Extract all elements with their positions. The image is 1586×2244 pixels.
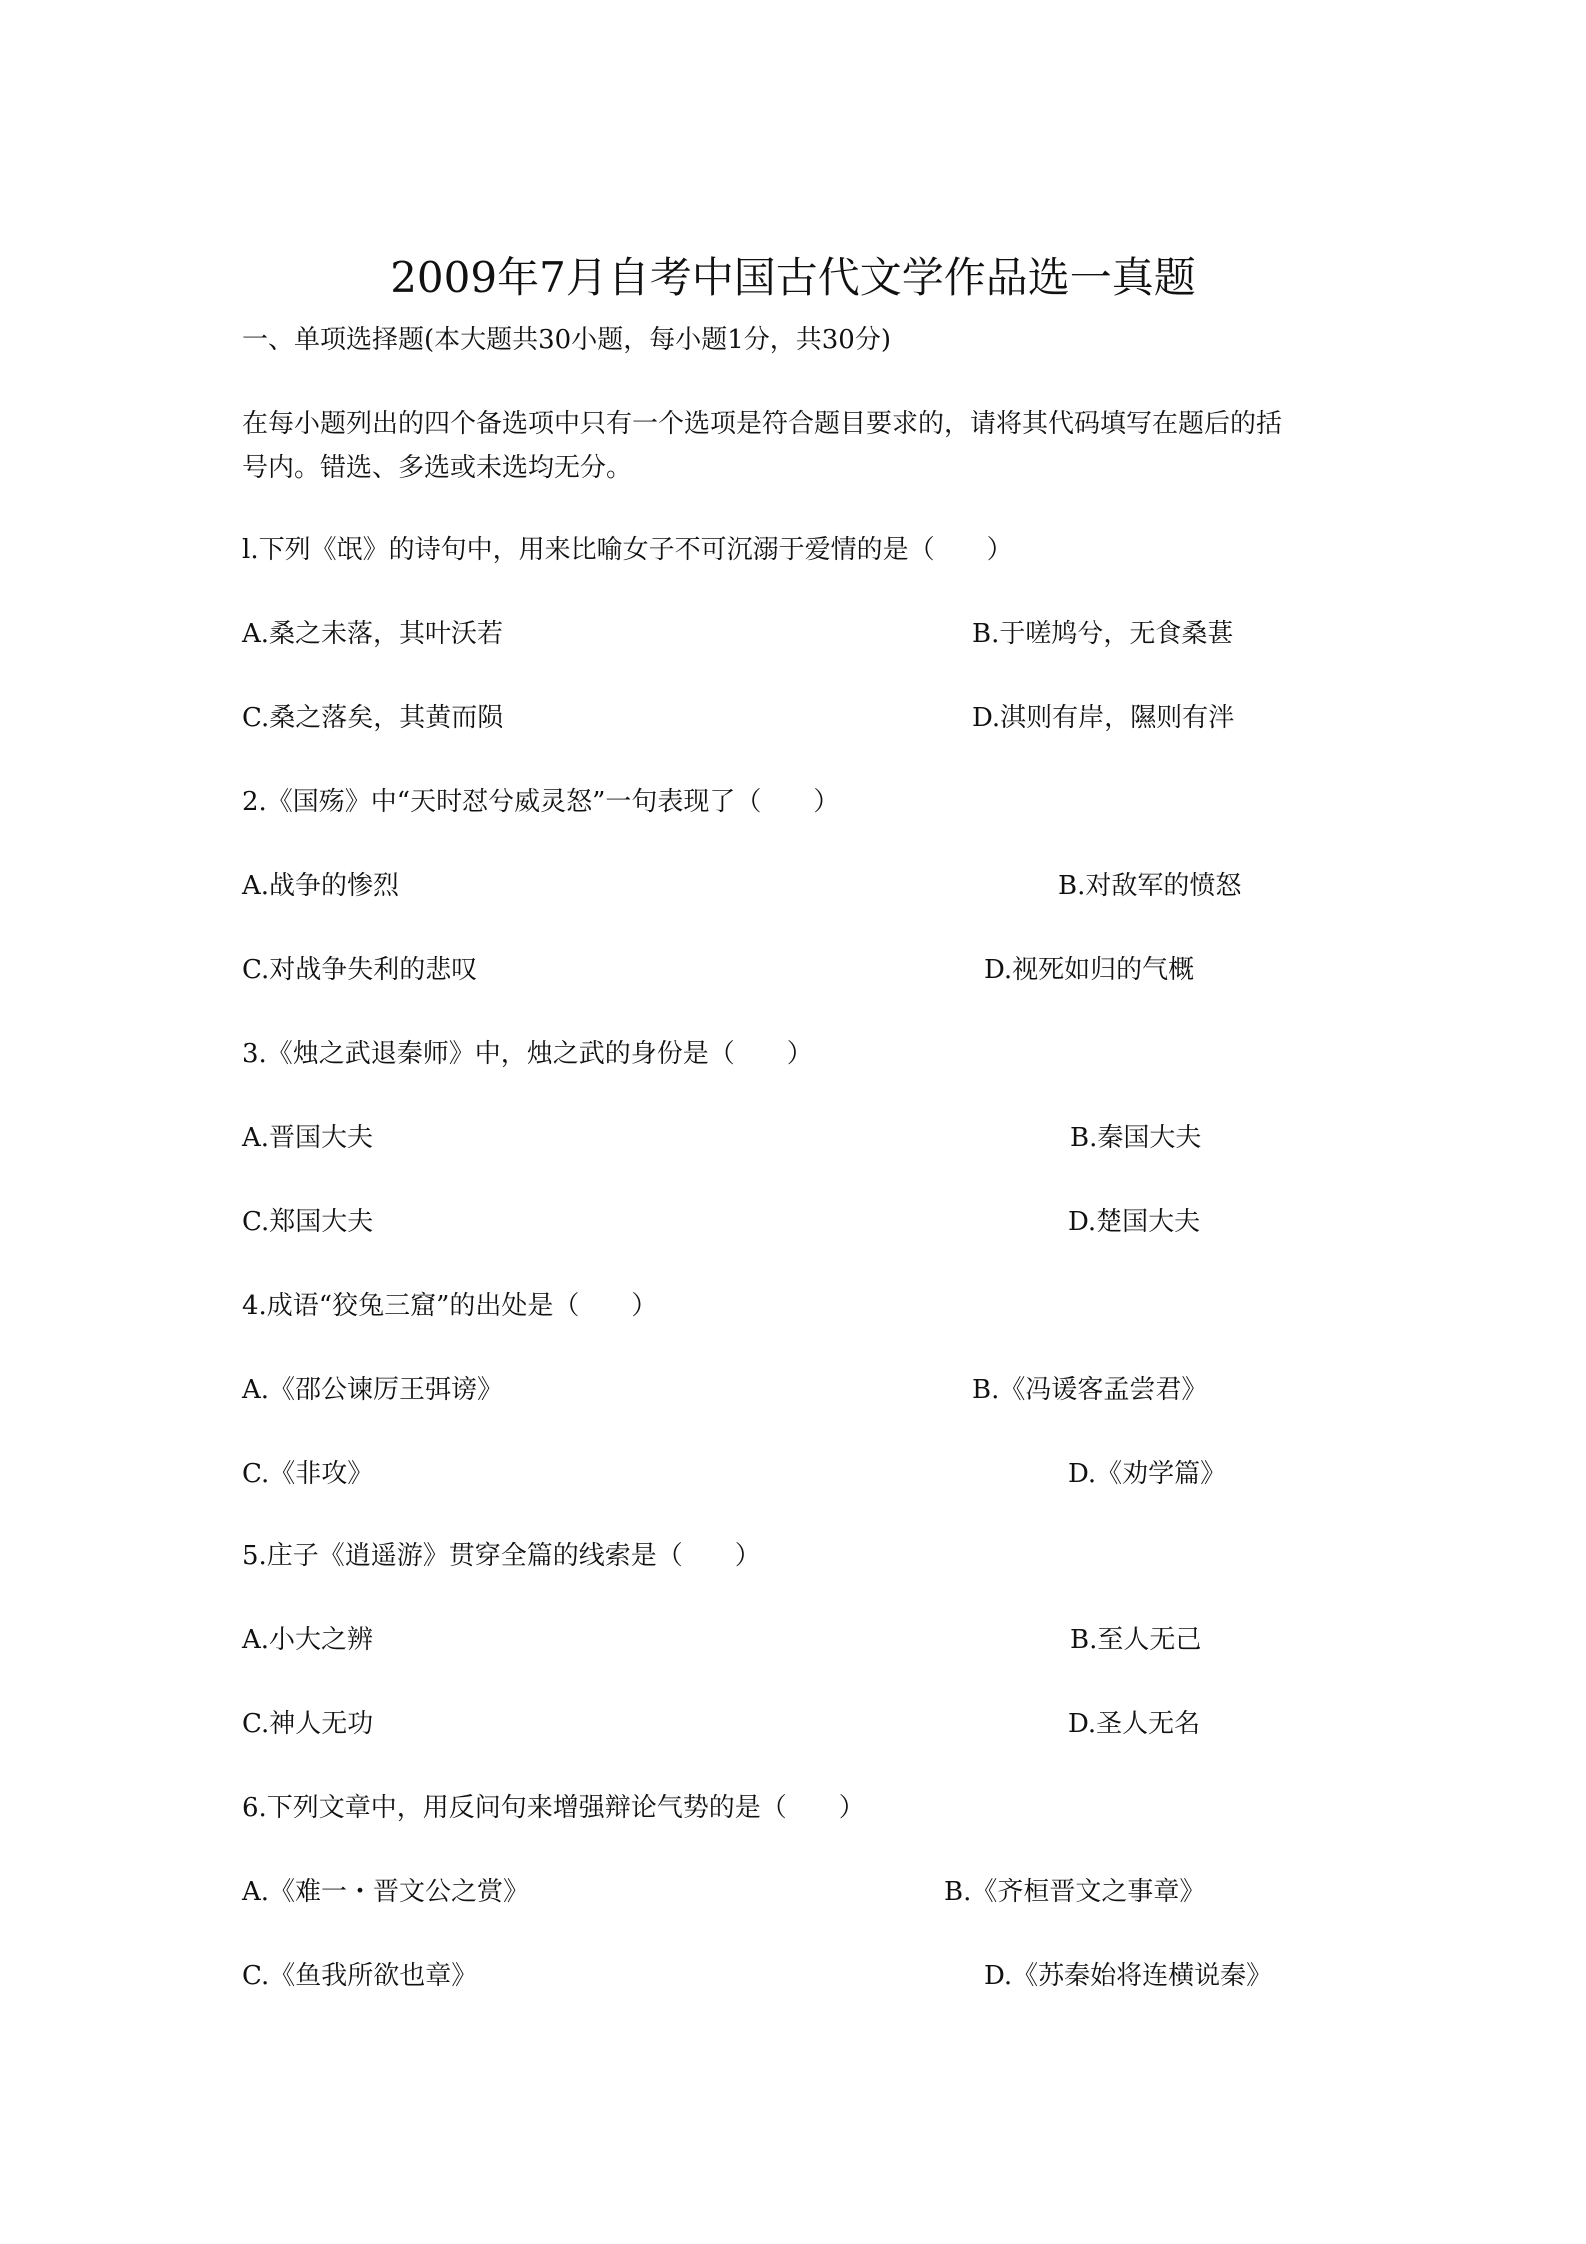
- question-5-option-d: D.圣人无名: [1068, 1709, 1201, 1739]
- question-3-option-a: A.晋国大夫: [242, 1123, 374, 1153]
- question-5-option-a: A.小大之辨: [242, 1625, 374, 1655]
- question-4-option-d: D.《劝学篇》: [1068, 1459, 1227, 1489]
- question-stem-2: 2.《国殇》中“天时怼兮威灵怒”一句表现了（ ）: [242, 787, 840, 817]
- instructions-line-2: 号内。错选、多选或未选均无分。: [242, 453, 633, 483]
- question-6-option-a: A.《难一・晋文公之赏》: [242, 1877, 530, 1907]
- question-6-option-d: D.《苏秦始将连横说秦》: [984, 1961, 1273, 1991]
- question-1-option-c: C.桑之落矣，其黄而陨: [242, 703, 504, 733]
- section-heading: 一、单项选择题(本大题共30小题，每小题1分，共30分): [242, 325, 891, 355]
- question-2-option-c: C.对战争失利的悲叹: [242, 955, 478, 985]
- question-stem-3: 3.《烛之武退秦师》中，烛之武的身份是（ ）: [242, 1039, 813, 1069]
- question-3-option-b: B.秦国大夫: [1070, 1123, 1202, 1153]
- question-5-option-b: B.至人无己: [1070, 1625, 1202, 1655]
- question-4-option-b: B.《冯谖客孟尝君》: [972, 1375, 1208, 1405]
- question-1-option-a: A.桑之未落，其叶沃若: [242, 619, 504, 649]
- question-2-option-a: A.战争的惨烈: [242, 871, 400, 901]
- question-stem-1: l.下列《氓》的诗句中，用来比喻女子不可沉溺于爱情的是（ ）: [242, 535, 1013, 565]
- question-stem-5: 5.庄子《逍遥游》贯穿全篇的线索是（ ）: [242, 1541, 761, 1571]
- question-2-option-d: D.视死如归的气概: [984, 955, 1195, 985]
- question-stem-4: 4.成语“狡兔三窟”的出处是（ ）: [242, 1291, 658, 1321]
- question-3-option-c: C.郑国大夫: [242, 1207, 374, 1237]
- question-5-option-c: C.神人无功: [242, 1709, 374, 1739]
- question-4-option-a: A.《邵公谏厉王弭谤》: [242, 1375, 504, 1405]
- question-6-option-c: C.《鱼我所欲也章》: [242, 1961, 478, 1991]
- instructions-line-1: 在每小题列出的四个备选项中只有一个选项是符合题目要求的，请将其代码填写在题后的括: [242, 409, 1283, 439]
- question-3-option-d: D.楚国大夫: [1068, 1207, 1201, 1237]
- question-stem-6: 6.下列文章中，用反问句来增强辩论气势的是（ ）: [242, 1793, 865, 1823]
- document-title: 2009年7月自考中国古代文学作品选一真题: [390, 253, 1196, 302]
- question-2-option-b: B.对敌军的愤怒: [1058, 871, 1242, 901]
- question-1-option-d: D.淇则有岸，隰则有泮: [972, 703, 1235, 733]
- question-6-option-b: B.《齐桓晋文之事章》: [944, 1877, 1206, 1907]
- question-1-option-b: B.于嗟鸠兮，无食桑葚: [972, 619, 1234, 649]
- question-4-option-c: C.《非攻》: [242, 1459, 374, 1489]
